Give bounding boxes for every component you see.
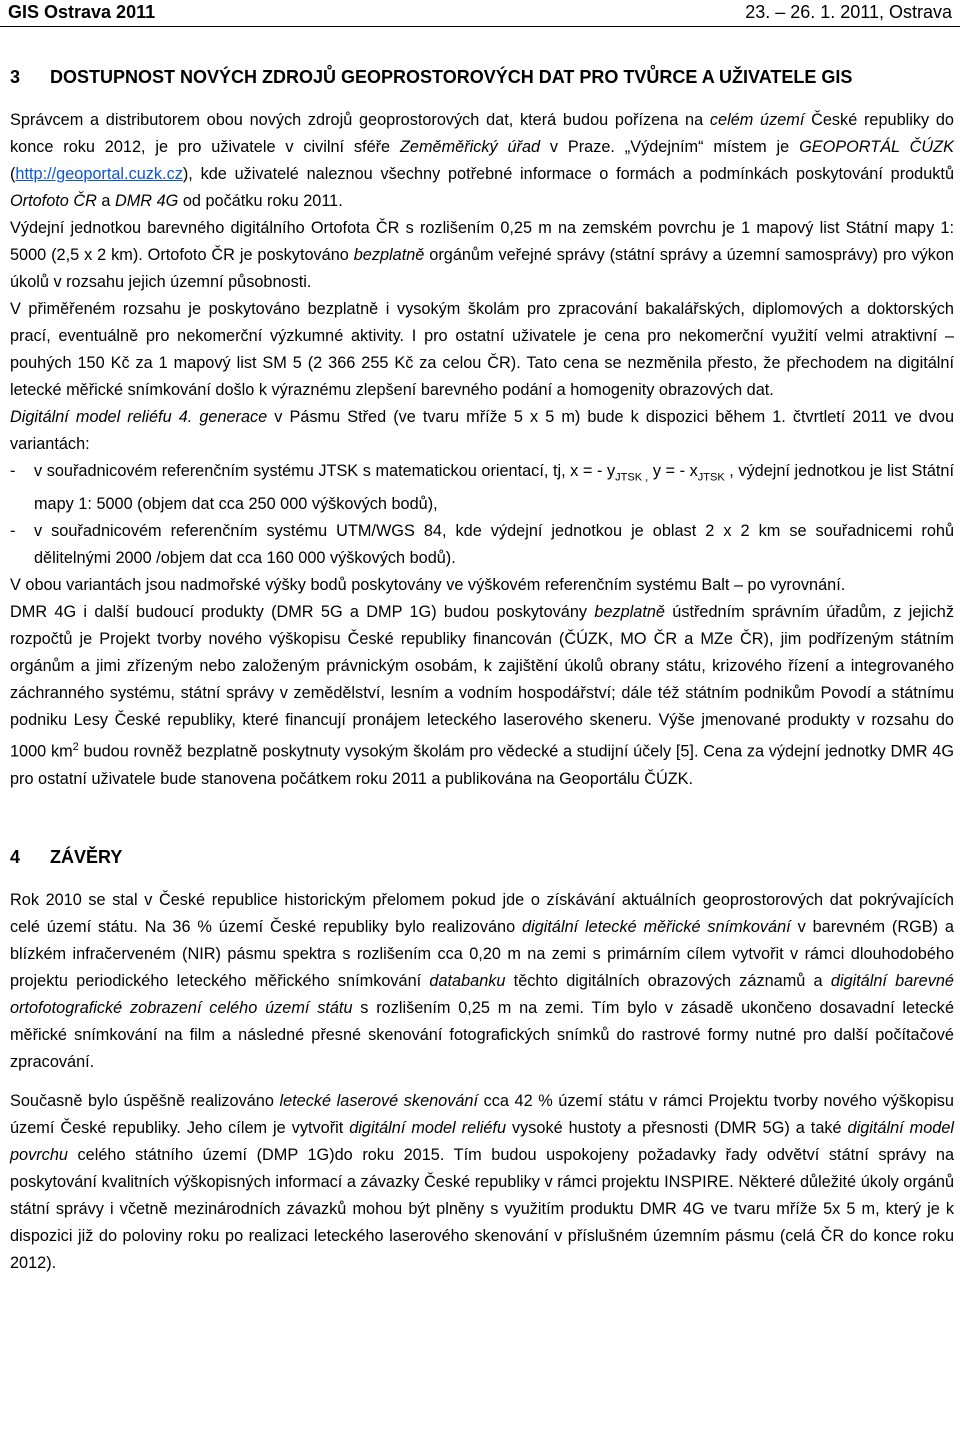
section-3-paragraph-1: Správcem a distributorem obou nových zdrojů geoprostorových dat, která budou pořízena na celém území České republiky do konce roku 2012, je pro uživatele v civilní sféře Zeměměřický úřad v Praze. „Výdejním“ místem je GEOPORTÁL ČÚZK (http://geoportal.cuzk.cz), kde uživatelé naleznou všechny potřebné informace o formách a podmínkách poskytování produktů Ortofoto ČR a DMR 4G od počátku roku 2011. xyxy=(10,111,954,210)
section-3-paragraph-4: Digitální model reliéfu 4. generace v Pásmu Střed (ve tvaru mříže 5 x 5 m) bude k dispozici během 1. čtvrtletí 2011 ve dvou variantách: xyxy=(10,408,955,453)
section-3-paragraph-3: V přiměřeném rozsahu je poskytováno bezplatně i vysokým školám pro zpracování bakalářských, diplomových a doktorských prací, eventuálně pro nekomerční výzkumné aktivity. I pro ostatní uživatele je cena pro nekomerční využití velmi atraktivní – pouhých 150 Kč za 1 mapový list SM 5 (2 366 255 Kč za celou ČR). Tato cena se nezměnila přesto, že přechodem na digitální letecké měřické snímkování došlo k výraznému zlepšení barevného podání a homogenity obrazových dat. xyxy=(10,300,954,399)
list-item: - v souřadnicovém referenčním systému UTM/WGS 84, kde výdejní jednotkou je oblast 2 x 2 km se souřadnicemi rohů dělitelnými 2000 /objem dat cca 160 000 výškových bodů). xyxy=(10,518,954,572)
document-body xyxy=(10,65,954,1277)
conference-date-place: 23. – 26. 1. 2011, Ostrava xyxy=(745,2,952,22)
list-item: - v souřadnicovém referenčním systému JTSK s matematickou orientací, tj, x = - $y_{JTSK ,}$ y = - $x_{JTSK}$ , výdejní jednotkou je list Státní mapy 1: 5000 (objem dat cca 250 000 výškových bodů), xyxy=(10,458,954,518)
conference-title: GIS Ostrava 2011 xyxy=(8,2,156,22)
section-3-heading xyxy=(10,65,954,89)
section-3-paragraph-6: DMR 4G i další budoucí produkty (DMR 5G a DMP 1G) budou poskytovány bezplatně ústředním správním úřadům, z jejichž rozpočtů je Projekt tvorby nového výškopisu České republiky financován (ČÚZK, MO ČR a MZe ČR), jim podřízeným státním orgánům a jimi zřízeným nebo založeným právnickým osobám, k zajištění úkolů obrany státu, krizového řízení a integrovaného záchranného systému, státní správy v zemědělství, lesním a vodním hospodářství; dále též státním podnikům Povodí a státnímu podniku Lesy České republiky, které financují pronájem leteckého laserového skeneru. Výše jmenované produkty v rozsahu do 1000 $km^2$ budou rovněž bezplatně poskytnuty vysokým školám pro vědecké a studijní účely [5]. Cena za výdejní jednotky DMR 4G pro ostatní uživatele bude stanovena počátkem roku 2011 a publikována na Geoportálu ČÚZK. xyxy=(10,603,954,788)
section-4-number: 4 xyxy=(10,846,21,867)
section-4-paragraph-1: Rok 2010 se stal v České republice historickým přelomem pokud jde o získávání aktuálních geoprostorových dat pokrývajících celé území státu. Na 36 % území České republiky bylo realizováno digitální letecké měřické snímkování v barevném (RGB) a blízkém infračerveném (NIR) pásmu spektra s rozlišením cca 0,20 m na zemi s primárním cílem vytvořit v rámci dlouhodobého projektu periodického leteckého měřického snímkování databanku těchto digitálních obrazových záznamů a digitální barevné ortofotografické zobrazení celého území státu s rozlišením 0,25 m na zemi. Tím bylo v zásadě ukončeno dosavadní letecké měřické snímkování na film a následné přesné skenování fotografických snímků do rastrové formy nutné pro další počítačové zpracování. xyxy=(10,890,954,1071)
section-3-title: DOSTUPNOST NOVÝCH ZDROJŮ GEOPROSTOROVÝCH DAT PRO TVŮRCE A UŽIVATELE GIS xyxy=(50,67,853,87)
section-3-paragraph-2: Výdejní jednotkou barevného digitálního Ortofota ČR s rozlišením 0,25 m na zemském povrchu je 1 mapový list Státní mapy 1: 5000 (2,5 x 2 km). Ortofoto ČR je poskytováno bezplatně orgánům veřejné správy (státní správy a územní samosprávy) pro výkon úkolů v rozsahu jejich územní působnosti. xyxy=(10,219,954,291)
section-4-title: ZÁVĚRY xyxy=(50,846,123,867)
section-4-paragraph-2: Současně bylo úspěšně realizováno letecké laserové skenování cca 42 % území státu v rámci Projektu tvorby nového výškopisu území České republiky. Jeho cílem je vytvořit digitální model reliéfu vysoké hustoty a přesnosti (DMR 5G) a také digitální model povrchu celého státního území (DMP 1G)do roku 2015. Tím budou uspokojeny požadavky řady odvětví státní správy na poskytování kvalitních výškopisných informací a závazky České republiky v rámci projektu INSPIRE. Některé důležité úkoly orgánů státní správy i včetně mezinárodních závazků mohou být plněny s využitím produktu DMR 4G ve tvaru mříže 5x 5 m, který je k dispozici již do poloviny roku po realizaci leteckého laserového skenování v příslušném územním pásmu (celá ČR do konce roku 2012). xyxy=(10,1091,954,1272)
geoportal-link[interactable]: http://geoportal.cuzk.cz xyxy=(15,165,183,183)
variant-list xyxy=(10,458,954,572)
page-header xyxy=(0,0,960,27)
section-4-heading xyxy=(10,845,954,869)
section-3-number: 3 xyxy=(10,67,21,87)
section-3-paragraph-5: V obou variantách jsou nadmořské výšky bodů poskytovány ve výškovém referenčním systému Balt – po vyrovnání. xyxy=(10,576,846,595)
